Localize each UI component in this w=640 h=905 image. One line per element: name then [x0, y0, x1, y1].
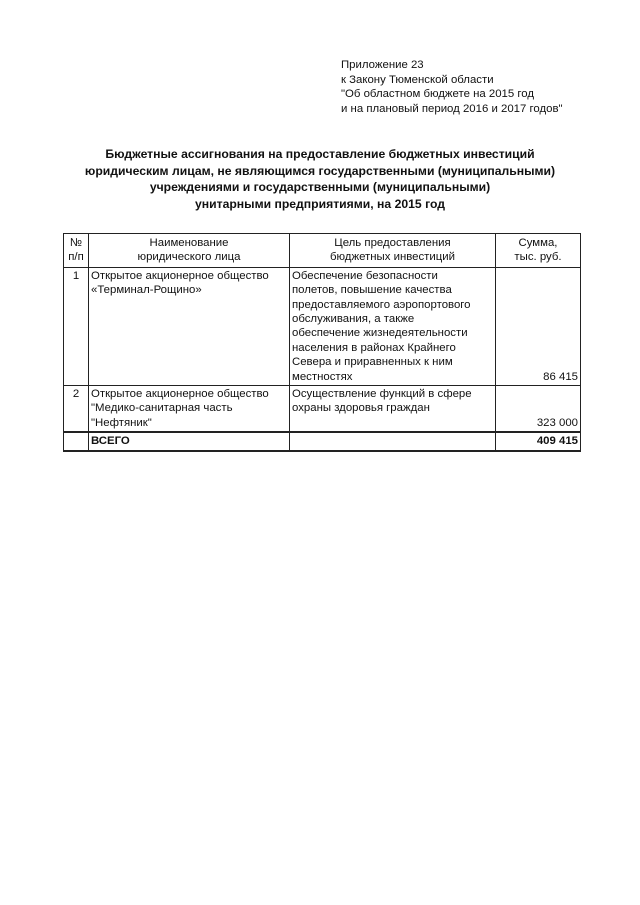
appendix-reference [341, 58, 563, 116]
document-title [80, 146, 560, 212]
appendix-line: "Об областном бюджете на 2015 год [341, 88, 535, 101]
total-row [64, 432, 581, 450]
table-row [64, 386, 581, 433]
header-goal: Цель предоставления бюджетных инвестиций [290, 234, 496, 268]
appendix-line: и на плановый период 2016 и 2017 годов" [341, 102, 563, 115]
total-amount: 409 415 [496, 432, 581, 450]
appendix-line: к Закону Тюменской области [341, 73, 494, 86]
title-line: учреждениями и государственными (муниципальными) [149, 180, 491, 195]
title-line: унитарными предприятиями, на 2015 год [194, 196, 446, 211]
title-line: юридическим лицам, не являющимся государственными (муниципальными) [84, 163, 556, 178]
row-number: 1 [64, 267, 89, 385]
header-sum: Сумма, тыс. руб. [496, 234, 581, 268]
row-entity-name: Открытое акционерное общество «Терминал-Рощино» [89, 267, 290, 385]
title-line: Бюджетные ассигнования на предоставление бюджетных инвестиций [105, 147, 535, 161]
header-name: Наименование юридического лица [89, 234, 290, 268]
total-empty-cell [64, 432, 89, 450]
row-investment-goal: Осуществление функций в сфере охраны здоровья граждан [290, 386, 496, 433]
row-amount: 86 415 [496, 267, 581, 385]
row-investment-goal: Обеспечение безопасности полетов, повышение качества предоставляемого аэропортового обслуживания, а также обеспечение жизнедеятельности населения в районах Крайнего Севера и приравненных к ним местностях [290, 267, 496, 385]
row-number: 2 [64, 386, 89, 433]
row-amount: 323 000 [496, 386, 581, 433]
total-label: ВСЕГО [89, 432, 290, 450]
header-num: № п/п [64, 234, 89, 268]
row-entity-name: Открытое акционерное общество "Медико-санитарная часть "Нефтяник" [89, 386, 290, 433]
total-empty-cell [290, 432, 496, 450]
table-row [64, 267, 581, 385]
budget-table [63, 233, 581, 452]
appendix-line: Приложение 23 [341, 59, 424, 71]
table-header-row [64, 234, 581, 268]
